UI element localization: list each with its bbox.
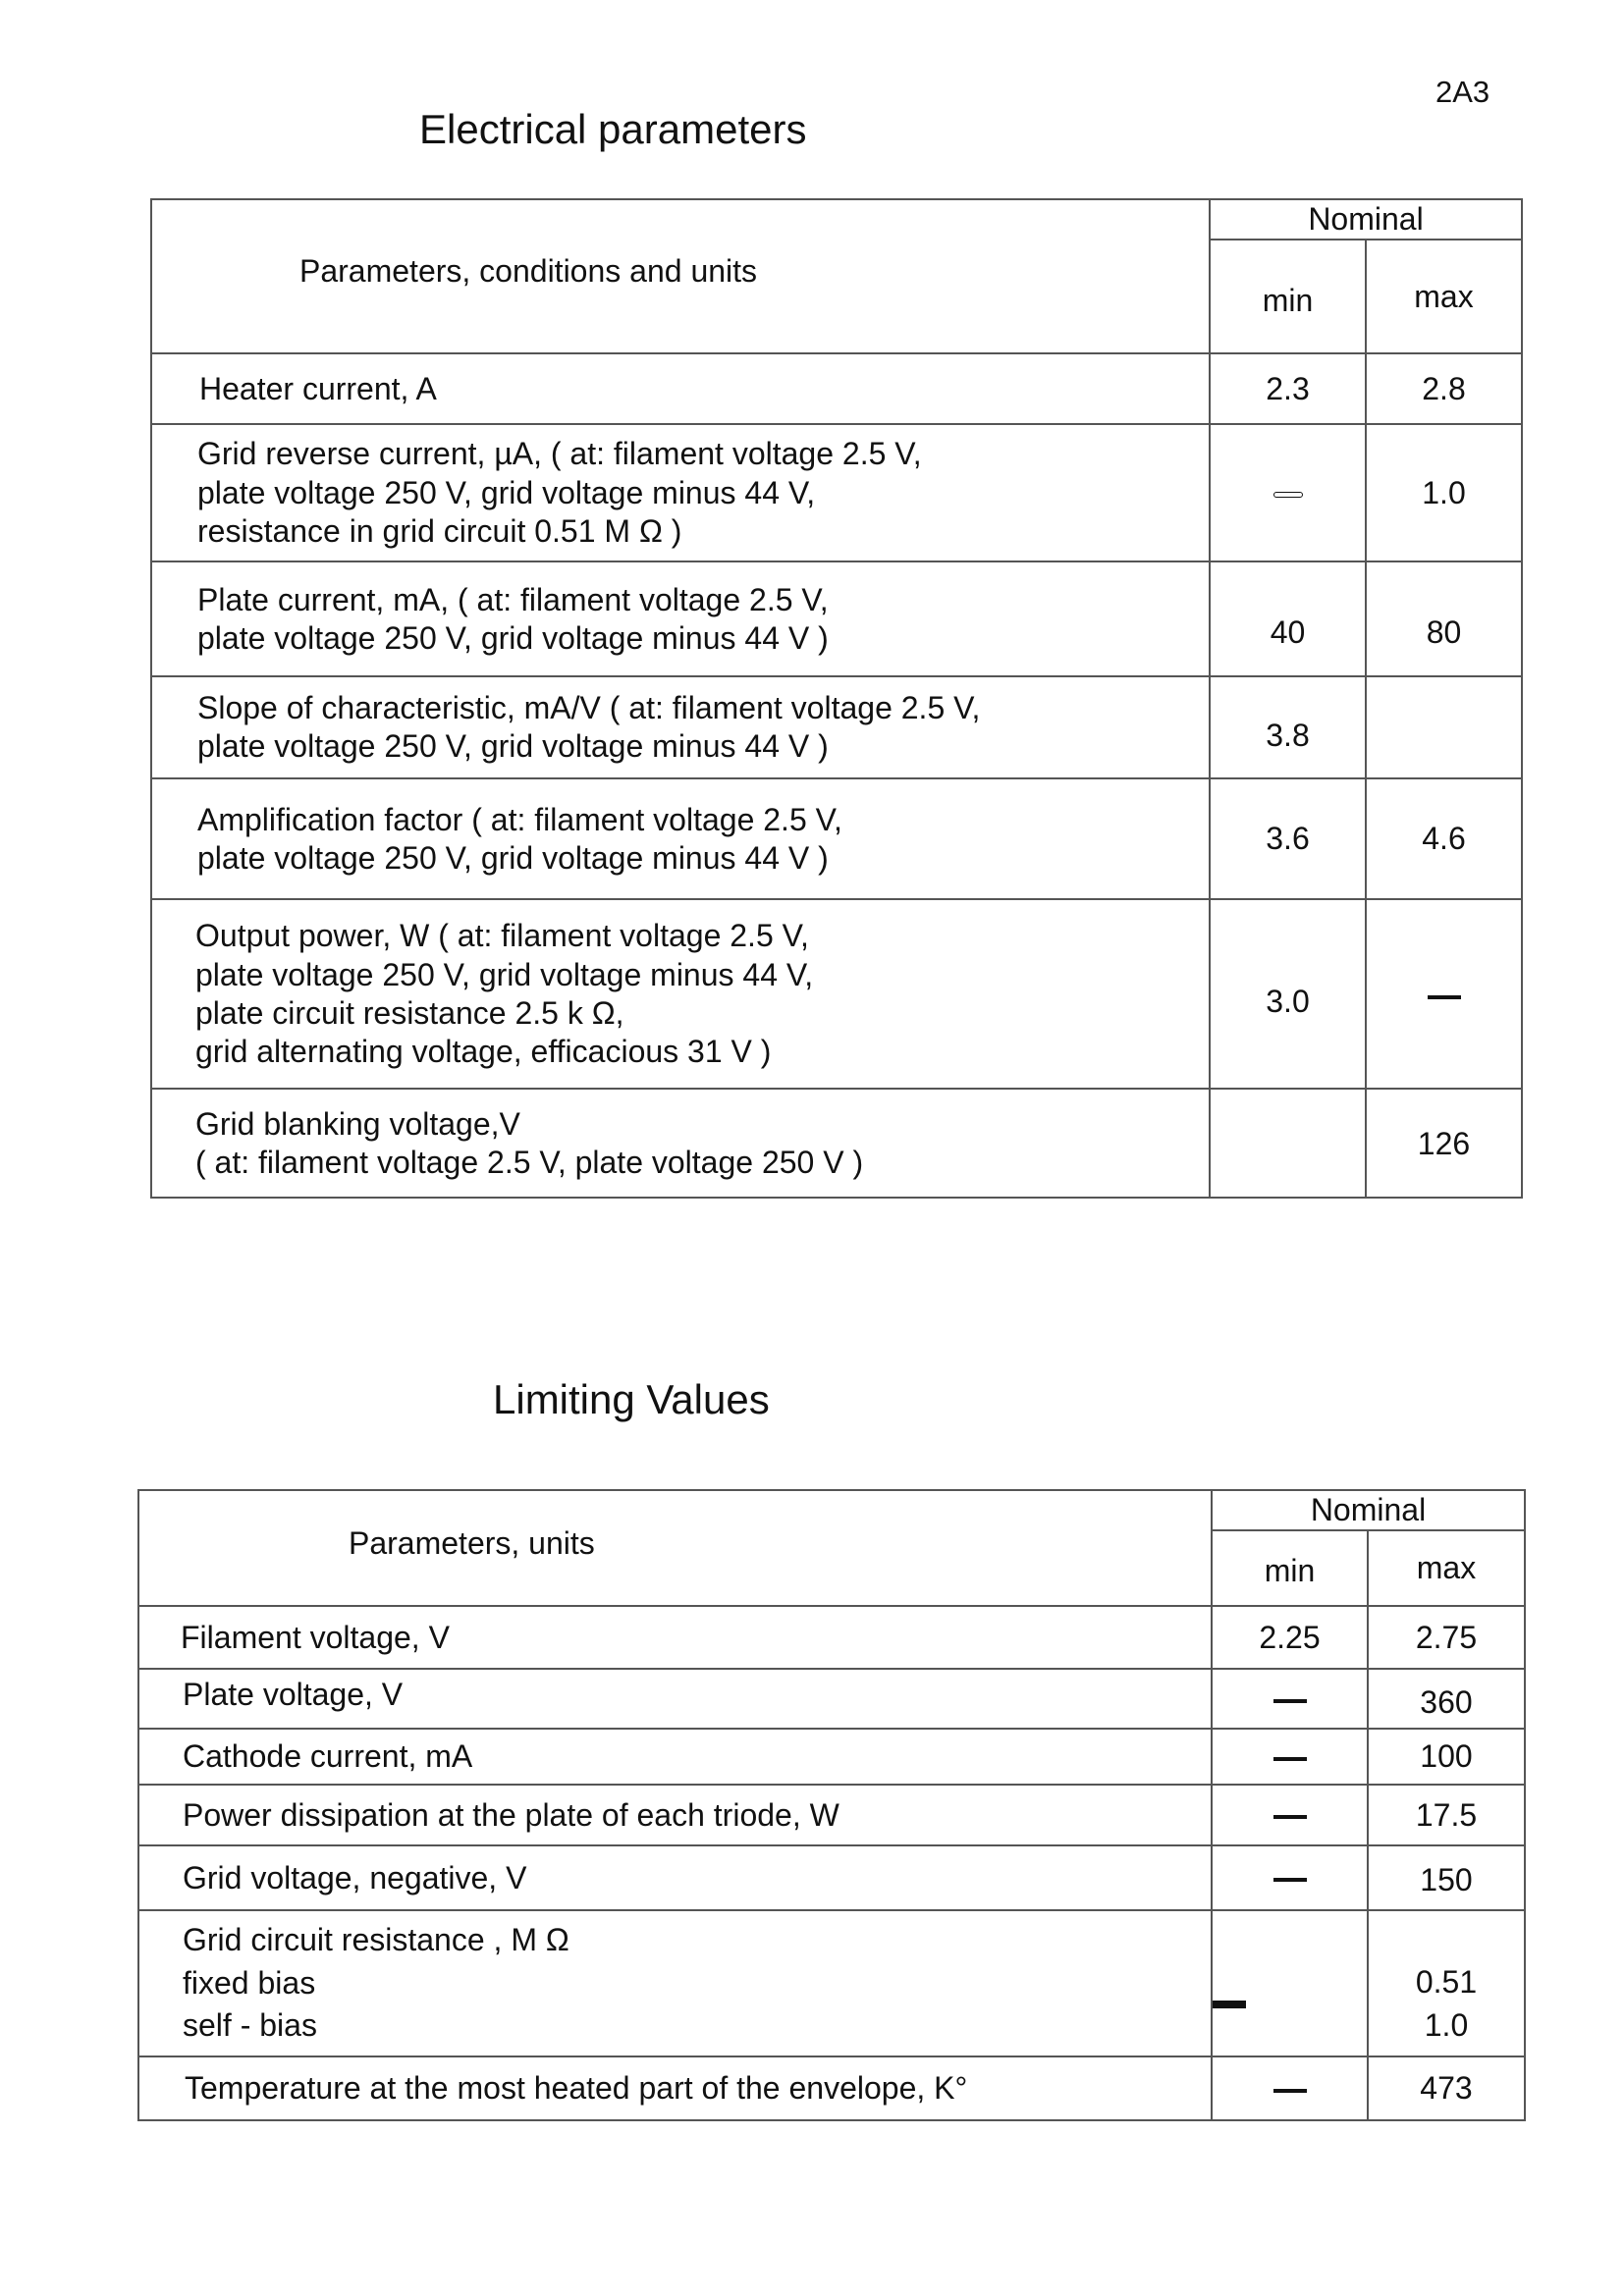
dash-mark — [1273, 1757, 1307, 1761]
table-row — [138, 1910, 1525, 2056]
table-row — [151, 899, 1522, 1089]
min-value: 40 — [1210, 561, 1366, 676]
max-value — [1366, 676, 1522, 778]
max-value: 80 — [1366, 561, 1522, 676]
max-value: 126 — [1366, 1089, 1522, 1198]
parameter-cell — [151, 899, 1210, 1089]
electrical-parameters-table — [150, 198, 1523, 1199]
dash-mark — [1273, 1699, 1307, 1703]
parameter-text: Temperature at the most heated part of the envelope, K° — [185, 2070, 968, 2107]
parameter-text: Plate voltage, V — [183, 1677, 404, 1713]
parameter-cell — [151, 676, 1210, 778]
parameter-text: Grid blanking voltage,V — [195, 1105, 520, 1142]
parameter-text: plate voltage 250 V, grid voltage minus 44 V ) — [197, 728, 829, 765]
max-value: 17.5 — [1368, 1785, 1525, 1845]
header-min: min — [1212, 1530, 1368, 1606]
table-row — [151, 424, 1522, 561]
electrical-parameters-title: Electrical parameters — [419, 106, 807, 152]
parameter-text: fixed bias — [183, 1964, 316, 2001]
max-value: 360 — [1368, 1669, 1525, 1729]
min-value: 3.8 — [1210, 676, 1366, 778]
limiting-values-title: Limiting Values — [493, 1376, 770, 1422]
max-value-fixed-bias: 0.51 — [1415, 1963, 1478, 2000]
dash-mark — [1213, 2004, 1246, 2008]
header-max: max — [1366, 240, 1522, 353]
parameter-text: Plate current, mA, ( at: filament voltage 2.5 V, — [197, 581, 829, 617]
parameter-cell — [138, 1729, 1212, 1785]
max-value: 1.0 — [1366, 424, 1522, 561]
parameter-text: Grid reverse current, µA, ( at: filament voltage 2.5 V, — [197, 436, 922, 472]
min-value — [1212, 2056, 1368, 2120]
parameter-cell — [138, 1606, 1212, 1669]
parameter-cell — [138, 1845, 1212, 1910]
parameter-text: Power dissipation at the plate of each triode, W — [183, 1796, 839, 1833]
parameter-text: Grid voltage, negative, V — [183, 1859, 527, 1896]
parameter-text: plate voltage 250 V, grid voltage minus 44 V ) — [197, 619, 829, 656]
min-value — [1210, 1089, 1366, 1198]
parameter-text: Cathode current, mA — [183, 1738, 473, 1775]
parameter-text: resistance in grid circuit 0.51 M Ω ) — [197, 512, 682, 549]
parameter-text: Filament voltage, V — [181, 1619, 450, 1655]
dash-mark — [1273, 2089, 1307, 2093]
min-value: 3.6 — [1210, 778, 1366, 899]
table-row — [138, 1845, 1525, 1910]
dash-mark — [1428, 995, 1461, 999]
table-row — [138, 1785, 1525, 1845]
min-value — [1212, 1669, 1368, 1729]
header-nominal: Nominal — [1210, 199, 1522, 240]
parameter-text: grid alternating voltage, efficacious 31 V ) — [195, 1033, 772, 1069]
min-value: 2.25 — [1212, 1606, 1368, 1669]
min-value — [1212, 1729, 1368, 1785]
max-value — [1366, 899, 1522, 1089]
parameter-cell — [151, 353, 1210, 424]
parameter-text: plate voltage 250 V, grid voltage minus 44 V ) — [197, 839, 829, 876]
parameter-cell — [138, 2056, 1212, 2120]
table-row — [138, 1669, 1525, 1729]
parameter-text: self - bias — [183, 2007, 317, 2044]
header-min: min — [1210, 240, 1366, 353]
min-value: 3.0 — [1210, 899, 1366, 1089]
parameter-cell — [138, 1669, 1212, 1729]
header-max: max — [1368, 1530, 1525, 1606]
parameter-text: plate voltage 250 V, grid voltage minus 44 V, — [197, 474, 816, 510]
table-row — [138, 1729, 1525, 1785]
max-value — [1368, 1910, 1525, 2056]
header-nominal: Nominal — [1212, 1490, 1525, 1530]
dash-mark — [1273, 1878, 1307, 1882]
parameter-cell — [151, 424, 1210, 561]
dash-mark — [1273, 492, 1303, 498]
table-row — [138, 1606, 1525, 1669]
max-value: 100 — [1368, 1729, 1525, 1785]
table-row — [151, 1089, 1522, 1198]
max-value: 2.8 — [1366, 353, 1522, 424]
parameter-cell — [151, 778, 1210, 899]
max-value: 2.75 — [1368, 1606, 1525, 1669]
parameter-text: plate voltage 250 V, grid voltage minus 44 V, — [195, 956, 814, 992]
limiting-values-table — [137, 1489, 1526, 2121]
max-value-self-bias: 1.0 — [1424, 2006, 1469, 2043]
table-row — [151, 676, 1522, 778]
max-value: 150 — [1368, 1845, 1525, 1910]
parameter-text: Output power, W ( at: filament voltage 2.5 V, — [195, 918, 809, 954]
header-parameters: Parameters, conditions and units — [151, 199, 1210, 353]
dash-mark — [1273, 1815, 1307, 1819]
min-value: 2.3 — [1210, 353, 1366, 424]
min-value — [1212, 1785, 1368, 1845]
parameter-cell — [138, 1785, 1212, 1845]
parameter-text: Heater current, A — [199, 370, 437, 406]
min-value — [1212, 1845, 1368, 1910]
table-row — [151, 561, 1522, 676]
document-code: 2A3 — [1435, 75, 1490, 109]
parameter-text: Slope of characteristic, mA/V ( at: filament voltage 2.5 V, — [197, 690, 981, 725]
max-value: 473 — [1368, 2056, 1525, 2120]
parameter-cell — [151, 1089, 1210, 1198]
parameter-text: plate circuit resistance 2.5 k Ω, — [195, 994, 624, 1031]
max-value: 4.6 — [1366, 778, 1522, 899]
parameter-text: Grid circuit resistance , M Ω — [183, 1921, 569, 1957]
parameter-text: Amplification factor ( at: filament voltage 2.5 V, — [197, 801, 842, 837]
dash-line-self-bias — [1213, 2004, 1367, 2008]
parameter-cell — [138, 1910, 1212, 2056]
min-value — [1212, 1910, 1368, 2056]
parameter-cell — [151, 561, 1210, 676]
table-row — [151, 778, 1522, 899]
table-row — [138, 2056, 1525, 2120]
table-row — [151, 353, 1522, 424]
header-parameters: Parameters, units — [138, 1490, 1212, 1606]
min-value — [1210, 424, 1366, 561]
parameter-text: ( at: filament voltage 2.5 V, plate voltage 250 V ) — [195, 1144, 864, 1180]
